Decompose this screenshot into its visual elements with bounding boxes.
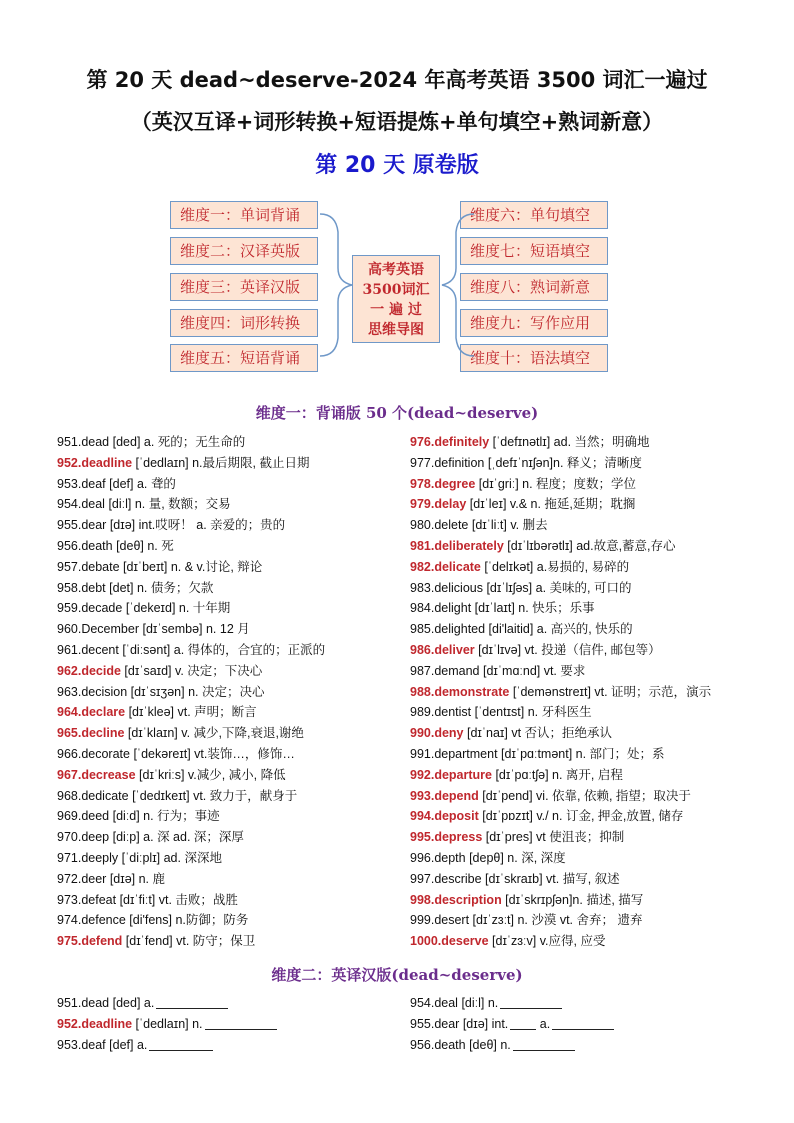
vocab-definition: [ˈdekeɪd] n. 十年期 (122, 601, 231, 616)
vocab-word: 976.definitely (410, 435, 490, 449)
vocab-entry (410, 474, 711, 495)
document-subtitle: （英汉互译+词形转换+短语提炼+单句填空+熟词新意） (130, 110, 664, 134)
vocab-definition: [det] n. 债务；欠款 (105, 580, 214, 595)
vocab-definition: [ded] a. 死的；无生命的 (109, 435, 246, 449)
vocab-word: 990.deny (410, 726, 464, 741)
left-brace-icon (318, 210, 354, 360)
vocab-definition: [ˈdekəreɪt] vt.装饰…，修饰… (129, 746, 295, 761)
vocab-definition: [dɪˈpɑːtmənt] n. 部门；处；系 (497, 746, 665, 761)
vocab-definition: [dɪˈlɪbərətlɪ] ad.故意,蓄意,存心 (503, 538, 676, 553)
vocab-entry (410, 806, 711, 827)
vocab-entry (57, 557, 325, 578)
vocab-entry (57, 702, 325, 723)
vocab-entry (57, 515, 325, 536)
vocab-entry (410, 869, 711, 890)
vocab-word: 978.degree (410, 476, 476, 491)
vocab-entry (410, 494, 711, 515)
vocab-word: 974.defence (57, 913, 126, 928)
answer-blank[interactable] (156, 994, 228, 1009)
vocab-definition: [ˈdefɪnətlɪ] ad. 当然；明确地 (489, 435, 650, 449)
exercise-entry (57, 993, 277, 1014)
vocab-entry (57, 827, 325, 848)
vocab-entry (57, 494, 325, 515)
vocab-word: 989.dentist (410, 705, 472, 720)
vocab-word: 955.dear (57, 518, 107, 533)
vocab-definition: [diːl] n. 量, 数额；交易 (104, 497, 231, 512)
vocab-definition: [dɪˈskraɪb] vt. 描写, 叙述 (481, 871, 620, 886)
exercise-word: 951.dead (57, 996, 110, 1010)
vocab-word: 958.debt (57, 580, 106, 595)
vocab-definition: [dɪˈfend] vt. 防守；保卫 (122, 934, 256, 949)
exercise-entry (410, 1014, 614, 1035)
vocab-definition: [ˈdedɪkeɪt] vt. 致力于，献身于 (128, 788, 298, 803)
vocab-definition: [dɪˈsɪʒən] n. 决定；决心 (127, 684, 265, 699)
vocab-entry (57, 619, 325, 640)
vocab-entry (57, 786, 325, 807)
vocab-word: 975.defend (57, 934, 123, 949)
mindmap-center-line: 一 遍 过 (370, 302, 422, 318)
vocab-word: 996.depth (410, 850, 466, 865)
answer-blank[interactable] (149, 1036, 213, 1051)
vocab-word: 953.deaf (57, 476, 106, 491)
vocab-definition: [dɪˈbeɪt] n. & v.讨论, 辩论 (119, 559, 263, 574)
vocab-word: 993.depend (410, 788, 479, 803)
exercise-word: 952.deadline (57, 1017, 133, 1031)
vocab-word: 969.deed (57, 809, 110, 824)
vocab-entry (410, 765, 711, 786)
answer-blank[interactable] (552, 1015, 614, 1030)
mindmap-left-item: 维度五：短语背诵 (170, 344, 318, 372)
vocab-definition: [ˈdemənstreɪt] vt. 证明；示范，演示 (509, 684, 712, 699)
exercise-prompt: [diːl] n. (457, 996, 499, 1010)
mindmap-right-item: 维度六：单句填空 (460, 201, 608, 229)
vocab-entry (57, 744, 325, 765)
vocab-word: 982.delicate (410, 559, 481, 574)
vocab-definition: [dɪˈskrɪpʃən]n. 描述, 描写 (501, 892, 644, 907)
section2-heading: 维度二：英译汉版(dead~deserve) (271, 966, 523, 984)
vocab-entry (57, 869, 325, 890)
answer-blank[interactable] (500, 994, 562, 1009)
vocab-definition: [dɪˈpɒzɪt] v./ n. 订金, 押金,放置, 储存 (478, 809, 684, 824)
vocab-word: 951.dead (57, 435, 110, 449)
vocab-word: 968.dedicate (57, 788, 129, 803)
exercise-entry (57, 1014, 277, 1035)
vocab-definition: [dɪˈkriːs] v.减少, 减小, 降低 (135, 767, 286, 782)
vocab-word: 967.decrease (57, 767, 136, 782)
exercise-prompt-part: a. (536, 1017, 551, 1031)
vocab-entry (410, 931, 711, 952)
exercise-word: 955.dear (410, 1017, 460, 1031)
vocab-definition: [dɪə] n. 鹿 (106, 871, 166, 886)
vocab-word: 957.debate (57, 559, 120, 574)
vocab-word: 991.department (410, 746, 498, 761)
vocab-entry (57, 453, 325, 474)
vocab-word: 986.deliver (410, 642, 475, 657)
exercise-prompt: [dɪə] int. (459, 1017, 509, 1031)
mindmap-left-item: 维度三：英译汉版 (170, 273, 318, 301)
vocab-entry (57, 661, 325, 682)
vocab-word: 971.deeply (57, 850, 119, 865)
vocab-entry (57, 536, 325, 557)
vocab-entry (57, 640, 325, 661)
vocab-word: 959.decade (57, 601, 123, 616)
answer-blank[interactable] (510, 1015, 536, 1030)
mindmap-left-item: 维度四：词形转换 (170, 309, 318, 337)
vocab-word: 956.death (57, 538, 113, 553)
vocab-definition: [dɪˈpend] vi. 依靠, 依赖, 指望；取决于 (478, 788, 691, 803)
exercise-prompt: [ˈdedlaɪn] n. (132, 1017, 203, 1031)
answer-blank[interactable] (513, 1036, 575, 1051)
vocab-definition: [dɪˈnaɪ] vt 否认；拒绝承认 (463, 726, 613, 741)
vocab-definition: [dɪˈliːt] v. 删去 (468, 518, 548, 533)
vocab-entry (410, 432, 711, 453)
vocab-entry (57, 806, 325, 827)
vocab-definition: [diːd] n. 行为；事迹 (109, 809, 220, 824)
vocab-word: 983.delicious (410, 580, 483, 595)
vocab-entry (57, 474, 325, 495)
vocab-entry (410, 536, 711, 557)
vocab-entry (410, 890, 711, 911)
vocab-entry (57, 723, 325, 744)
vocab-definition: [dɪˈzɜːt] n. 沙漠 vt. 舍弃； 遗弃 (469, 913, 643, 928)
section1-heading: 维度一：背诵版 50 个(dead~deserve) (255, 404, 539, 422)
vocab-word: 977.definition (410, 455, 485, 470)
vocab-word: 970.deep (57, 830, 110, 845)
vocab-definition: [di'fens] n.防御；防务 (125, 913, 249, 928)
vocab-word: 979.delay (410, 497, 467, 512)
vocab-word: 966.decorate (57, 746, 130, 761)
vocab-list-right (410, 432, 711, 952)
vocab-entry (410, 598, 711, 619)
vocab-word: 962.decide (57, 663, 121, 678)
vocab-definition: [dɪˈzɜːv] v.应得, 应受 (488, 934, 606, 949)
vocab-definition: [depθ] n. 深, 深度 (465, 850, 566, 865)
mindmap-center-line: 3500词汇 (362, 282, 430, 298)
vocab-word: 965.decline (57, 726, 125, 741)
vocab-definition: [dɪˈklaɪn] v. 减少,下降,衰退,谢绝 (124, 726, 304, 741)
vocab-entry (57, 890, 325, 911)
vocab-definition: [ˈdiːsənt] a. 得体的，合宜的；正派的 (118, 642, 326, 657)
vocab-word: 973.defeat (57, 892, 117, 907)
vocab-entry (57, 910, 325, 931)
document-title: 第 20 天 dead~deserve-2024 年高考英语 3500 词汇一遍过 (86, 68, 708, 92)
vocab-definition: [dɪˈfiːt] vt. 击败；战胜 (116, 892, 238, 907)
vocab-word: 994.deposit (410, 809, 479, 824)
vocab-definition: [ˈdelɪkət] a.易损的, 易碎的 (480, 559, 630, 574)
exercise-entry (57, 1035, 277, 1056)
exercise-entry (410, 1035, 614, 1056)
version-title: 第 20 天 原卷版 (315, 153, 479, 178)
vocab-word: 960.December (57, 622, 139, 637)
vocab-word: 995.depress (410, 830, 483, 845)
vocab-entry (410, 578, 711, 599)
mindmap-left-item: 维度一：单词背诵 (170, 201, 318, 229)
vocab-definition: [ˈdiːplɪ] ad. 深深地 (118, 850, 222, 865)
mindmap-right-item: 维度七：短语填空 (460, 237, 608, 265)
vocab-word: 984.delight (410, 601, 472, 616)
vocab-definition: [dɪˈpres] vt 使沮丧；抑制 (482, 830, 625, 845)
mindmap-center (352, 255, 440, 343)
exercise-word: 954.deal (410, 996, 458, 1010)
vocab-word: 997.describe (410, 871, 482, 886)
vocab-word: 972.deer (57, 871, 107, 886)
vocab-word: 963.decision (57, 684, 128, 699)
vocab-entry (410, 619, 711, 640)
vocab-entry (410, 453, 711, 474)
vocab-definition: [def] a. 聋的 (105, 476, 176, 491)
vocab-definition: [deθ] n. 死 (112, 538, 174, 553)
vocab-definition: [ˈdentɪst] n. 牙科医生 (471, 705, 592, 720)
vocab-word: 981.deliberately (410, 538, 504, 553)
vocab-definition: [ˌdefɪˈnɪʃən]n. 释义；清晰度 (484, 455, 642, 470)
vocab-word: 999.desert (410, 913, 470, 928)
vocab-definition: [dɪˈkleə] vt. 声明；断言 (125, 705, 257, 720)
vocab-word: 954.deal (57, 497, 105, 512)
vocab-entry (410, 682, 711, 703)
mindmap-center-line: 高考英语 (368, 262, 424, 278)
vocab-entry (410, 910, 711, 931)
vocab-word: 992.departure (410, 767, 492, 782)
exercise-prompt: [ded] a. (109, 996, 155, 1010)
vocab-word: 980.delete (410, 518, 469, 533)
vocab-word: 964.declare (57, 705, 126, 720)
mindmap-left-item: 维度二：汉译英版 (170, 237, 318, 265)
vocab-entry (410, 702, 711, 723)
vocab-entry (57, 682, 325, 703)
vocab-definition: [dɪˈpɑːtʃə] n. 离开, 启程 (491, 767, 623, 782)
mindmap-right-item: 维度九：写作应用 (460, 309, 608, 337)
exercise-word: 956.death (410, 1038, 466, 1052)
answer-blank[interactable] (205, 1015, 277, 1030)
mindmap-right-item: 维度十：语法填空 (460, 344, 608, 372)
vocab-definition: [dɪˈleɪ] v.& n. 拖延,延期；耽搁 (466, 497, 636, 512)
vocab-definition: [diːp] a. 深 ad. 深；深厚 (109, 830, 244, 845)
mindmap-center-line: 思维导图 (368, 322, 424, 338)
vocab-word: 961.decent (57, 642, 119, 657)
exercise-word: 953.deaf (57, 1038, 106, 1052)
vocab-word: 952.deadline (57, 455, 133, 470)
vocab-entry (410, 557, 711, 578)
exercise-list-right (410, 993, 614, 1056)
vocab-definition: [dɪˈmɑːnd] vt. 要求 (479, 663, 586, 678)
vocab-entry (57, 848, 325, 869)
vocab-entry (410, 723, 711, 744)
vocab-list-left (57, 432, 325, 952)
exercise-list-left (57, 993, 277, 1056)
vocab-word: 988.demonstrate (410, 684, 510, 699)
vocab-entry (57, 931, 325, 952)
vocab-definition: [dɪˈlɪvə] vt. 投递（信件, 邮包等） (474, 642, 661, 657)
exercise-entry (410, 993, 614, 1014)
vocab-word: 998.description (410, 892, 502, 907)
right-brace-icon (440, 210, 476, 360)
vocab-entry (410, 515, 711, 536)
vocab-entry (57, 432, 325, 453)
vocab-entry (410, 786, 711, 807)
vocab-definition: [dɪˈɡriː] n. 程度；度数；学位 (475, 476, 637, 491)
vocab-entry (410, 744, 711, 765)
vocab-entry (57, 765, 325, 786)
vocab-definition: [dɪˈsaɪd] v. 决定；下决心 (120, 663, 263, 678)
vocab-definition: [dɪˈlaɪt] n. 快乐；乐事 (471, 601, 595, 616)
vocab-definition: [dɪˈlɪʃəs] a. 美味的, 可口的 (482, 580, 632, 595)
vocab-definition: [ˈdedlaɪn] n.最后期限, 截止日期 (132, 455, 310, 470)
exercise-prompt: [deθ] n. (465, 1038, 511, 1052)
vocab-entry (410, 827, 711, 848)
mindmap-right-item: 维度八：熟词新意 (460, 273, 608, 301)
vocab-word: 1000.deserve (410, 934, 489, 949)
vocab-definition: [dɪˈsembə] n. 12 月 (139, 622, 250, 637)
vocab-definition: [dɪə] int.哎呀！ a. 亲爱的；贵的 (106, 518, 286, 533)
vocab-word: 985.delighted (410, 622, 486, 637)
vocab-word: 987.demand (410, 663, 480, 678)
vocab-entry (410, 640, 711, 661)
vocab-definition: [di'laitid] a. 高兴的, 快乐的 (485, 622, 633, 637)
vocab-entry (57, 598, 325, 619)
vocab-entry (57, 578, 325, 599)
vocab-entry (410, 848, 711, 869)
exercise-prompt: [def] a. (105, 1038, 148, 1052)
vocab-entry (410, 661, 711, 682)
